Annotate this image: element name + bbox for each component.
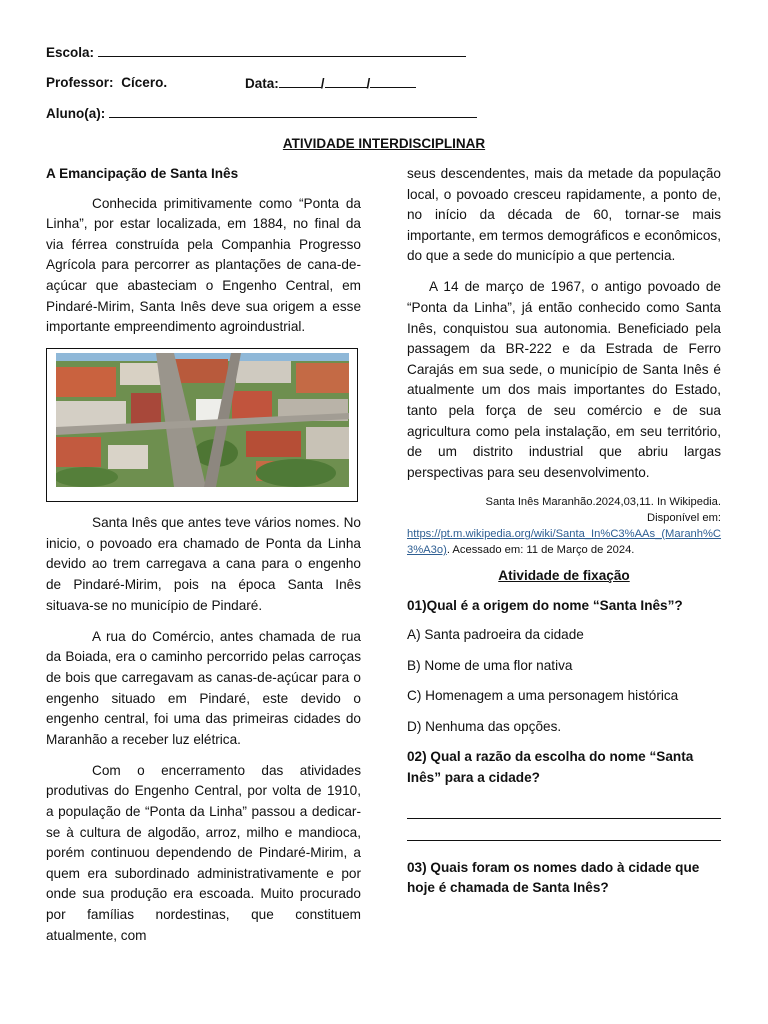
option-b[interactable]: B) Nome de uma flor nativa: [407, 657, 573, 673]
article-paragraph: seus descendentes, mais da metade da população local, o povoado cresceu rapidamente, a ponto de, no início da década de 60, tornar-se mais importante, em termos demográficos e econômicos, do que a sede do município a que pertencia.: [407, 166, 721, 264]
teacher-name: Cícero.: [121, 75, 168, 90]
city-photo-frame: [46, 348, 358, 502]
citation-available: Disponível em:: [647, 511, 721, 524]
date-day-blank[interactable]: [279, 75, 321, 88]
citation-link[interactable]: https://pt.m.wikipedia.org/wiki/Santa_In%C3%AAs_(Maranh%C3%A3o): [407, 527, 722, 556]
article-heading: A Emancipação de Santa Inês: [46, 166, 239, 181]
date-label: Data:: [245, 76, 279, 91]
article-paragraph: A 14 de março de 1967, o antigo povoado de “Ponta da Linha”, já então conhecido como Santa Inês, conquistou sua autonomia. Beneficiado pela passagem da BR-222 e da Estrada de Ferro Carajás em sua sede, o município de Santa Inês é atualmente um dos mais importantes do Estado, tanto pela força de seu comércio e de sua agricultura como pela instalação, em seu território, de um distrito industrial que abriu largas perspectivas para seu desenvolvimento.: [407, 279, 721, 480]
question-3: 03) Quais foram os nomes dado à cidade que hoje é chamada de Santa Inês?: [407, 859, 700, 896]
date-year-blank[interactable]: [370, 75, 416, 88]
answer-line[interactable]: [407, 828, 721, 841]
citation: [407, 494, 721, 558]
citation-source: Santa Inês Maranhão.2024,03,11. In Wikipedia.: [485, 495, 721, 508]
date-field: [245, 75, 416, 91]
aerial-city-photo: [56, 353, 349, 487]
left-column: [46, 164, 361, 957]
article-paragraph: Com o encerramento das atividades produtivas do Engenho Central, por volta de 1910, a população de “Ponta da Linha” passou a dedicar-se à cultura de algodão, arroz, milho e mandioca, porém continuou dependendo de Pindaré-Mirim, a quem era subordinado administrativamente e por onde sua produção era escoada. Muito procurado por famílias nordestinas, que constituem atualmente, com: [46, 762, 361, 943]
citation-access: . Acessado em: 11 de Março de 2024.: [446, 543, 635, 556]
exercise-title: Atividade de fixação: [498, 567, 630, 583]
date-month-blank[interactable]: [325, 75, 367, 88]
teacher-label: Professor:: [46, 75, 114, 90]
citation-link-line: [407, 526, 721, 558]
student-field: [46, 105, 477, 121]
option-c[interactable]: C) Homenagem a uma personagem histórica: [407, 688, 679, 704]
date-slash: /: [320, 76, 325, 91]
school-label: Escola:: [46, 45, 95, 60]
question-2: 02) Qual a razão da escolha do nome “Santa Inês” para a cidade?: [407, 749, 694, 786]
page-title: ATIVIDADE INTERDISCIPLINAR: [282, 136, 486, 151]
article-paragraph: A rua do Comércio, antes chamada de rua da Boiada, era o caminho percorrido pelas carroças de bois que carregavam as canas-de-açúcar para o engenho situado em Pindaré, este devido o engenho central, foi uma das primeiras cidades do Maranhão a receber luz elétrica.: [46, 628, 361, 747]
school-blank[interactable]: [98, 44, 466, 57]
option-a[interactable]: A) Santa padroeira da cidade: [407, 627, 584, 643]
student-blank[interactable]: [109, 105, 477, 118]
question-1: 01)Qual é a origem do nome “Santa Inês”?: [407, 597, 683, 613]
option-d[interactable]: D) Nenhuma das opções.: [407, 718, 562, 734]
article-paragraph: Santa Inês que antes teve vários nomes. No inicio, o povoado era chamado de Ponta da Linha devido ao trem carregava a cana para o engenho de Pindaré-Mirim, pois na época Santa Inês situava-se no município de Pindaré.: [46, 515, 361, 613]
answer-line[interactable]: [407, 806, 721, 819]
school-field: [46, 44, 466, 60]
student-label: Aluno(a):: [46, 106, 106, 121]
article-paragraph: Conhecida primitivamente como “Ponta da Linha”, por estar localizada, em 1884, no final da via férrea construída pela Companhia Progresso Agrícola para percorrer as plantações de cana-de-açúcar que abasteciam o Engenho Central, em Pindaré-Mirim, Santa Inês deve sua origem a esse importante empreendimento agroindustrial.: [46, 195, 361, 335]
date-slash: /: [366, 76, 371, 91]
teacher-field: [46, 75, 167, 90]
right-column: [407, 164, 721, 908]
